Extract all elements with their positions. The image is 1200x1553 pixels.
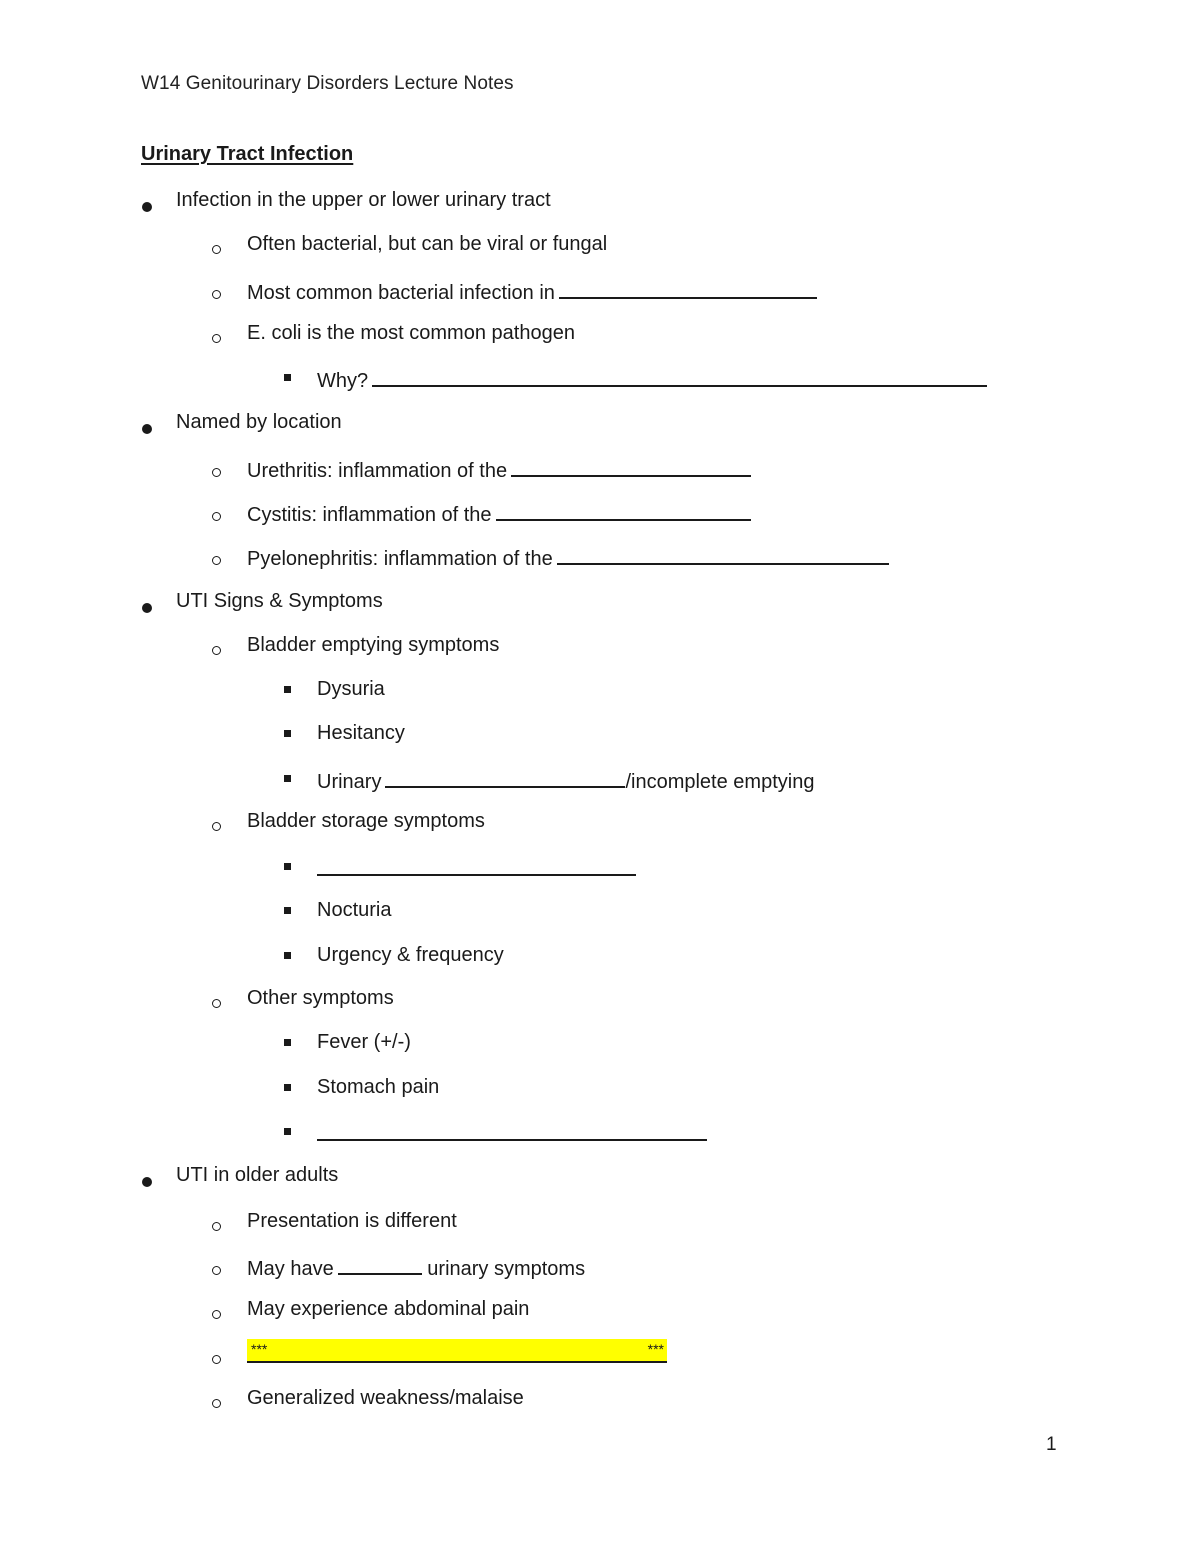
list-item: Stomach pain bbox=[317, 1076, 440, 1098]
list-item: Generalized weakness/malaise bbox=[247, 1387, 524, 1409]
item-text: Why? bbox=[317, 370, 369, 392]
list-item: Named by location bbox=[176, 411, 342, 433]
list-item: Infection in the upper or lower urinary tract bbox=[176, 189, 551, 211]
item-text: urinary symptoms bbox=[427, 1258, 586, 1280]
item-text: Urethritis: inflammation of the bbox=[247, 460, 508, 482]
level1-bullet bbox=[142, 1177, 152, 1187]
level3-bullet bbox=[284, 1128, 291, 1135]
list-item: Dysuria bbox=[317, 678, 385, 700]
list-item: Presentation is different bbox=[247, 1210, 457, 1232]
fill-in-blank[interactable] bbox=[372, 365, 987, 387]
fill-in-blank[interactable] bbox=[317, 854, 636, 876]
level2-bullet bbox=[212, 1222, 221, 1231]
asterisks-right: *** bbox=[647, 1341, 664, 1357]
level2-bullet bbox=[212, 1266, 221, 1275]
fill-in-blank[interactable] bbox=[559, 277, 817, 299]
level3-bullet bbox=[284, 374, 291, 381]
level2-bullet bbox=[212, 822, 221, 831]
level2-bullet bbox=[212, 1399, 221, 1408]
level2-bullet bbox=[212, 468, 221, 477]
list-item: UTI Signs & Symptoms bbox=[176, 590, 383, 612]
item-text: Most common bacterial infection in bbox=[247, 282, 555, 304]
list-item: May experience abdominal pain bbox=[247, 1298, 530, 1320]
list-item bbox=[247, 1253, 585, 1281]
level3-bullet bbox=[284, 730, 291, 737]
level2-bullet bbox=[212, 556, 221, 565]
list-item bbox=[247, 455, 751, 483]
fill-in-blank[interactable] bbox=[511, 455, 751, 477]
fill-in-blank[interactable] bbox=[557, 543, 889, 565]
list-item: Nocturia bbox=[317, 899, 392, 921]
level2-bullet bbox=[212, 334, 221, 343]
level2-bullet bbox=[212, 646, 221, 655]
level3-bullet bbox=[284, 907, 291, 914]
level3-bullet bbox=[284, 1084, 291, 1091]
list-item bbox=[247, 277, 817, 305]
list-item: Fever (+/-) bbox=[317, 1031, 411, 1053]
item-text: /incomplete emptying bbox=[625, 771, 815, 793]
list-item bbox=[247, 499, 751, 527]
item-text: Cystitis: inflammation of the bbox=[247, 504, 492, 526]
highlighted-fill-in-blank[interactable] bbox=[247, 1339, 667, 1363]
item-text: Pyelonephritis: inflammation of the bbox=[247, 548, 553, 570]
level1-bullet bbox=[142, 202, 152, 212]
level3-bullet bbox=[284, 1039, 291, 1046]
list-item bbox=[317, 365, 987, 393]
page-number: 1 bbox=[1046, 1434, 1057, 1455]
item-text: Urinary bbox=[317, 771, 382, 793]
list-item bbox=[317, 854, 636, 882]
level3-bullet bbox=[284, 863, 291, 870]
fill-in-blank[interactable] bbox=[496, 499, 751, 521]
list-item: Other symptoms bbox=[247, 987, 394, 1009]
level2-bullet bbox=[212, 999, 221, 1008]
list-item: Often bacterial, but can be viral or fungal bbox=[247, 233, 608, 255]
list-item: Hesitancy bbox=[317, 722, 405, 744]
level3-bullet bbox=[284, 686, 291, 693]
asterisks-left: *** bbox=[251, 1341, 268, 1357]
list-item bbox=[317, 1119, 707, 1147]
section-title: Urinary Tract Infection bbox=[141, 143, 354, 165]
list-item bbox=[247, 543, 889, 571]
level1-bullet bbox=[142, 603, 152, 613]
level2-bullet bbox=[212, 1310, 221, 1319]
level2-bullet bbox=[212, 1355, 221, 1364]
list-item bbox=[317, 766, 814, 794]
list-item: Urgency & frequency bbox=[317, 944, 504, 966]
level2-bullet bbox=[212, 245, 221, 254]
level2-bullet bbox=[212, 512, 221, 521]
level1-bullet bbox=[142, 424, 152, 434]
level3-bullet bbox=[284, 775, 291, 782]
list-item: E. coli is the most common pathogen bbox=[247, 322, 575, 344]
fill-in-blank[interactable] bbox=[338, 1253, 422, 1275]
document-header: W14 Genitourinary Disorders Lecture Notes bbox=[141, 73, 514, 94]
list-item: UTI in older adults bbox=[176, 1164, 339, 1186]
fill-in-blank[interactable] bbox=[317, 1119, 707, 1141]
fill-in-blank[interactable] bbox=[385, 766, 625, 788]
level2-bullet bbox=[212, 290, 221, 299]
list-item: Bladder storage symptoms bbox=[247, 810, 485, 832]
item-text: May have bbox=[247, 1258, 334, 1280]
list-item: Bladder emptying symptoms bbox=[247, 634, 500, 656]
level3-bullet bbox=[284, 952, 291, 959]
